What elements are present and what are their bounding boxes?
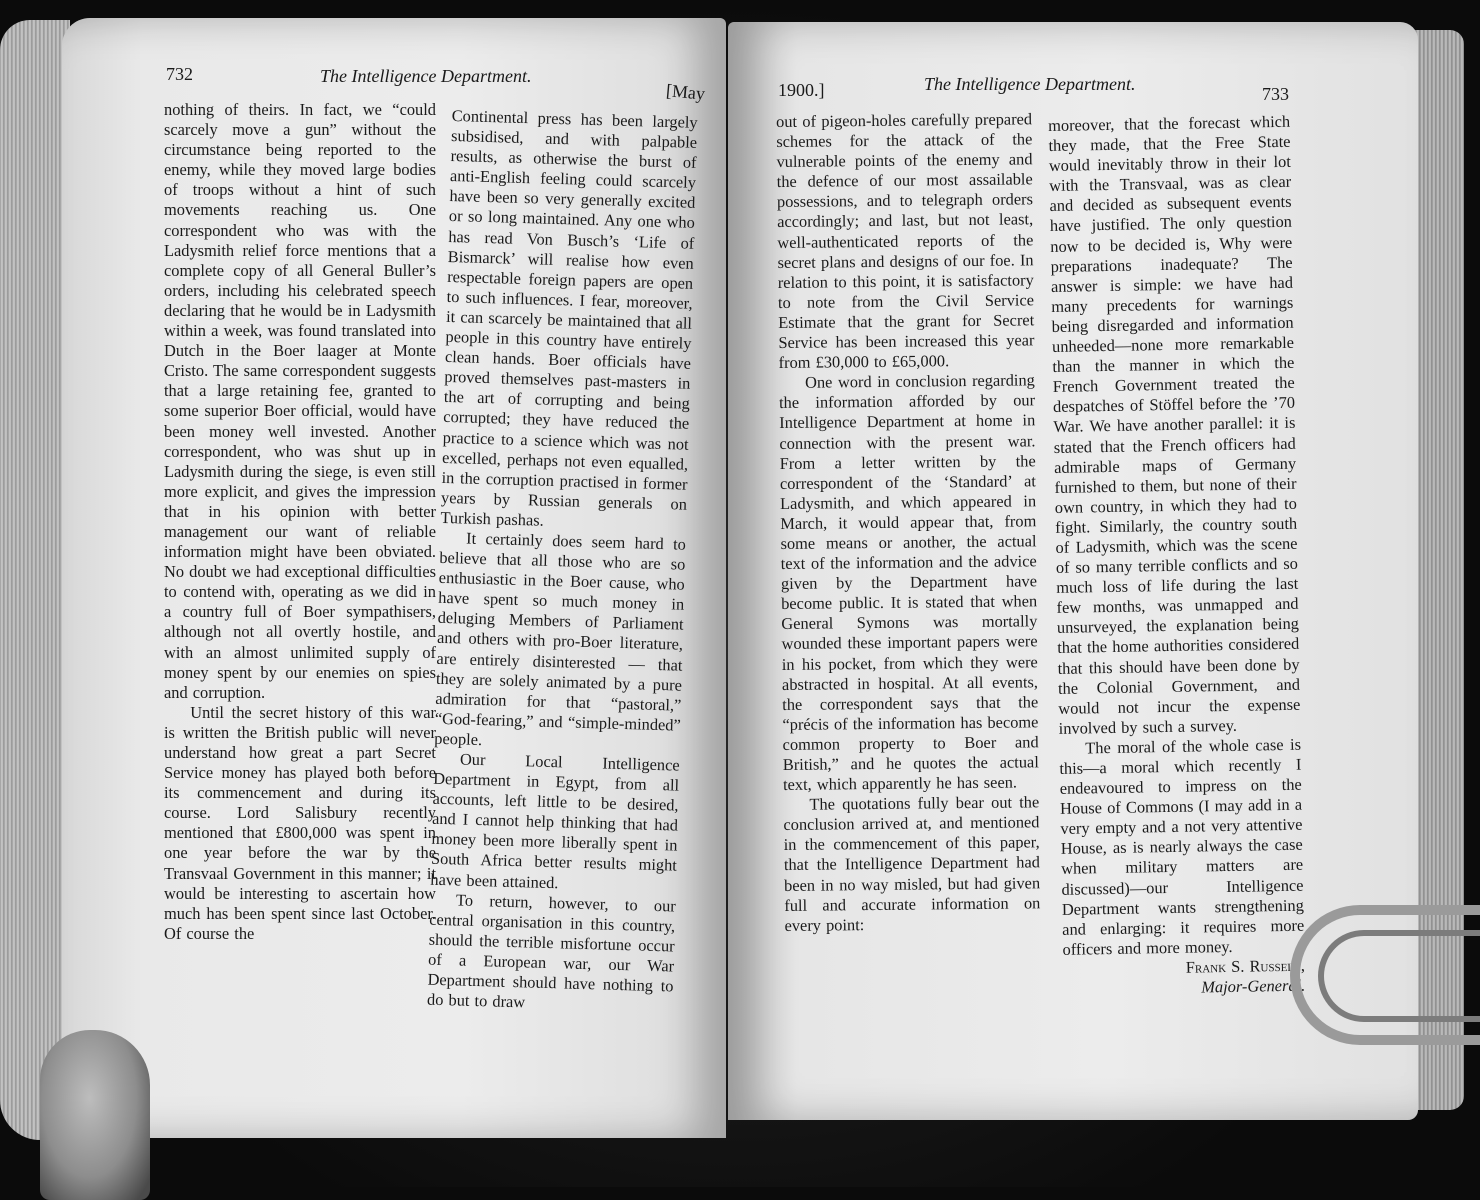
signature-title: Major-General. <box>1201 975 1306 997</box>
left-page-number: 732 <box>166 64 193 84</box>
left-column-1 <box>164 100 436 944</box>
paragraph: It certainly does seem hard to believe that all those who are so enthusiastic in the Boer cause, who have spent so much money in deluging Members of Parliament and others with pro-Boer literature, are entirely disinterested — that they are solely animated by a pure admiration for that “pastoral,” “God-fearing,” and “simple-minded” people. <box>434 528 687 749</box>
paragraph: moreover, that the forecast which they made, that the Free State would inevitably throw in their lot with the Transvaal, was as clear and decided as subsequent events have justified. The only question now to be decided is, Why were preparations inadequate? The answer is simple: we have had many precedents for warnings being disregarded and information unheeded—none more remarkable than the manner in which the French Government treated the despatches of Stöffel before the ’70 War. We have another parallel: it is stated that the French officers had admirable maps of Germany furnished to them, but none of their own country, in which they had to fight. Similarly, the country south of Ladysmith, which was the scene of so many terrible conflicts and so much loss of life during the last few months, was unmapped and unsurveyed, the explanation being that the home authorities considered that this should have been done by the Colonial Government, and would not incur the expense involved by such a survey. <box>1048 111 1301 738</box>
right-column-2 <box>1048 112 1305 1000</box>
paragraph: One word in conclusion regarding the information afforded by our Intelligence Department at home in connection with the present war. From a letter written by the correspondent of the ‘Standard’ at Ladysmith, and which appeared in March, it would appear that, from some means or another, the actual text of the information and the advice given by the Department have become public. It is stated that when General Symons was mortally wounded these important papers were in his pocket, from which they were abstracted in hospital. At all events, the correspondent says that the “précis of the information has become common property to Boer and British,” and he quotes the actual text, which apparently he has seen. <box>778 370 1039 795</box>
paragraph: The moral of the whole case is this—a moral which recently I endeavoured to impress on the House of Commons (I may add in a very empty and a not very attentive House, as is nearly always the case when military matters are discussed)—our Intelligence Department wants strengthening and enlarging: it requires more officers and more money. <box>1059 734 1305 959</box>
thumb <box>40 1030 150 1200</box>
right-date-mark: 1900.] <box>778 80 825 100</box>
left-fore-edge <box>0 20 70 1140</box>
paragraph: out of pigeon-holes carefully prepared schemes for the attack of the vulnerable points of the enemy and the defence of our most assailable possessions, and to telegraph orders accordingly; and last, but not least, well-authenticated reports of the secret plans and designs of our foe. In relation to this point, it is satisfactory to note from the Civil Service Estimate that the grant for Secret Service has been increased this year from £30,000 to £65,000. <box>776 109 1035 373</box>
paragraph: To return, however, to our central organisation in this country, should the terrible misfortune occur of a European war, our War Department should have nothing to do but to draw <box>426 890 677 1012</box>
left-running-title: The Intelligence Department. <box>320 66 532 86</box>
right-running-title: The Intelligence Department. <box>924 74 1136 94</box>
paragraph: nothing of theirs. In fact, we “could scarcely move a gun” without the circumstance being reported to the enemy, while they moved large bodies of troops without a hint of such movements reaching us. One correspondent who was with the Ladysmith relief force mentions that a complete copy of all General Buller’s orders, including his celebrated speech declaring that he would be in Ladysmith within a week, was found translated into Dutch in the Boer laager at Monte Cristo. The same correspondent suggests that a large retaining fee, granted to some superior Boer official, would have been money well invested. Another correspondent, who was shut up in Ladysmith during the siege, is even still more explicit, and gives the impression that in his opinion with better management our want of reliable information might have been obviated. No doubt we had exceptional difficulties to contend with, operating as we did in a country full of Boer sympathisers, although not all overtly hostile, and with an almost unlimited supply of money spent by our enemies on spies and corruption. <box>164 100 436 702</box>
paragraph: Until the secret history of this war is written the British public will never understand how great a part Secret Service money has played both before its commencement and during its course. Lord Salisbury recently mentioned that £800,000 was spent in one year before the war by the Transvaal Government in this manner; it would be interesting to ascertain how much has been spent since last October. Of course the <box>164 702 436 943</box>
paragraph: Our Local Intelligence Department in Egypt, from all accounts, left little to be desired, and I cannot help thinking that had money been more liberally spent in South Africa better results might have been attained. <box>430 749 680 892</box>
paragraph: The quotations fully bear out the conclusion arrived at, and mentioned in the commencement of this paper, that the Intelligence Department had been in no way misled, but had given full and accurate information on every point: <box>783 792 1041 935</box>
left-page <box>62 18 726 1138</box>
page-clip-inner <box>1318 930 1480 1022</box>
left-date-mark: [May <box>665 80 706 104</box>
right-column-1 <box>776 109 1041 935</box>
signature: Frank S. Russell, <box>1185 955 1306 977</box>
left-column-2 <box>427 106 698 1017</box>
right-page-number: 733 <box>1262 84 1289 104</box>
paragraph: Continental press has been largely subsidised, and with palpable results, as otherwise the burst of anti-English feeling could scarcely have been so very generally excited or so long maintained. Any one who has read Von Busch’s ‘Life of Bismarck’ will realise how even respectable foreign papers are open to such influences. I fear, moreover, it can scarcely be maintained that all people in this country have entirely clean hands. Boer officials have proved themselves past-masters in the art of corrupting and being corrupted; they have reduced the practice to a science which was not excelled, perhaps not even equalled, in the corruption practised in former years by Russian generals on Turkish pashas. <box>440 106 698 530</box>
